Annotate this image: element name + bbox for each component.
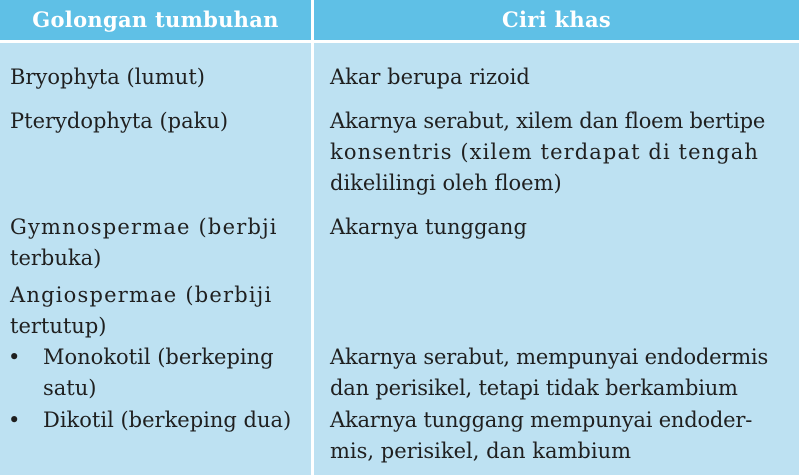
group-angiospermae-line1: Angiospermae (berbiji	[10, 283, 273, 307]
column-divider	[311, 43, 314, 475]
header-ciri-khas: Ciri khas	[502, 7, 611, 32]
trait-pterydophyta-line1: Akarnya serabut, xilem dan floem bertipe	[330, 109, 766, 133]
trait-dikotil-line1: Akarnya tunggang mempunyai endoder-	[330, 408, 753, 432]
trait-dikotil-line2: mis, perisikel, dan kambium	[330, 439, 632, 463]
group-gymnospermae-line1: Gymnospermae (berbji	[10, 215, 278, 239]
group-dikotil: Dikotil (berkeping dua)	[43, 408, 292, 432]
trait-monokotil-line2: dan perisikel, tetapi tidak berkambium	[330, 376, 738, 400]
group-pterydophyta: Pterydophyta (paku)	[10, 109, 229, 133]
group-gymnospermae-line2: terbuka)	[10, 246, 102, 270]
group-monokotil-line1: Monokotil (berkeping	[43, 345, 274, 369]
header-bottom-border	[0, 40, 799, 43]
bullet-monokotil: •	[8, 345, 21, 369]
trait-monokotil-line1: Akarnya serabut, mempunyai endodermis	[330, 345, 769, 369]
group-monokotil-line2: satu)	[43, 376, 97, 400]
trait-bryophyta: Akar berupa rizoid	[330, 65, 530, 89]
trait-pterydophyta-line3: dikelilingi oleh floem)	[330, 171, 562, 195]
trait-pterydophyta-line2: konsentris (xilem terdapat di tengah	[330, 140, 760, 164]
header-golongan-tumbuhan: Golongan tumbuhan	[32, 7, 279, 32]
bullet-dikotil: •	[8, 408, 21, 432]
group-bryophyta: Bryophyta (lumut)	[10, 65, 205, 89]
trait-gymnospermae: Akarnya tunggang	[330, 215, 527, 239]
group-angiospermae-line2: tertutup)	[10, 314, 107, 338]
